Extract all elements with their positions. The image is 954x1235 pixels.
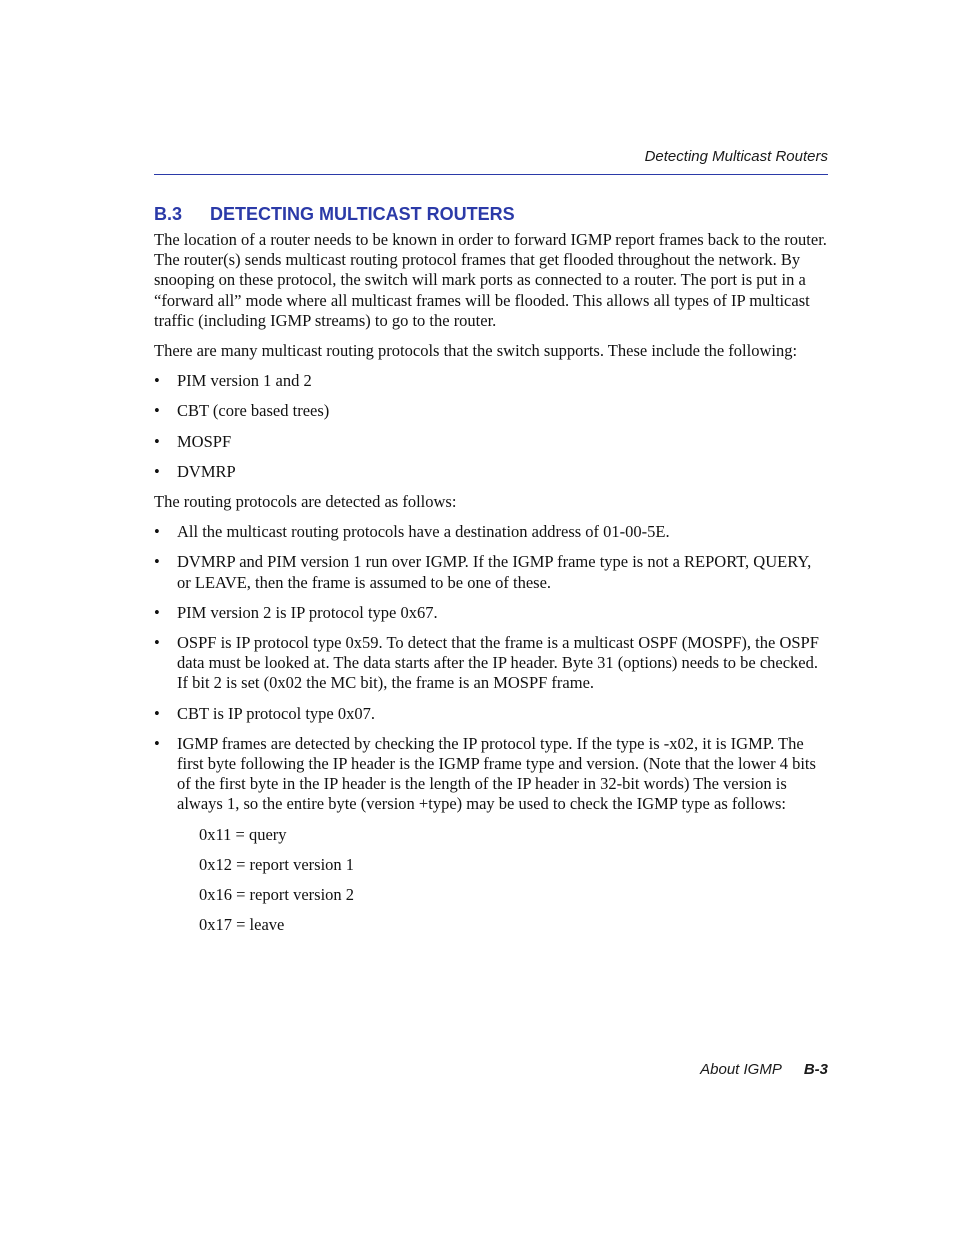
list-item: • DVMRP [154,461,236,481]
body-content [154,230,828,945]
bullet-icon: • [154,633,160,653]
bullet-icon: • [154,733,160,753]
detection-intro-paragraph: The routing protocols are detected as follows: [154,492,457,512]
igmp-type-item: 0x17 = leave [199,915,285,935]
protocols-intro-paragraph: There are many multicast routing protocols that the switch supports. These include the following: [154,341,798,361]
page-footer [154,1061,828,1078]
igmp-type-item: 0x11 = query [199,824,287,844]
bullet-icon: • [154,703,160,723]
section-number: B.3 [154,204,183,224]
list-item: • PIM version 1 and 2 [154,371,312,391]
list-item: • CBT (core based trees) [154,401,330,421]
running-header: Detecting Multicast Routers [644,148,828,165]
list-item: • DVMRP and PIM version 1 run over IGMP. If the IGMP frame type is not a REPORT, QUERY, or LEAVE, then the frame is assumed to be one of these. [154,552,812,592]
section-title: DETECTING MULTICAST ROUTERS [210,204,515,224]
igmp-type-list [154,825,828,936]
section-heading [154,204,828,225]
header-rule [154,174,828,175]
list-item: • PIM version 2 is IP protocol type 0x67. [154,602,438,622]
bullet-icon: • [154,371,160,391]
list-item: • OSPF is IP protocol type 0x59. To detect that the frame is a multicast OSPF (MOSPF), the OSPF data must be looked at. The data starts after the IP header. Byte 31 (options) needs to be checked. If bit 2 is set (0x02 the MC bit), the frame is an MOSPF frame. [154,633,819,693]
igmp-type-item: 0x16 = report version 2 [199,885,355,905]
list-item: • IGMP frames are detected by checking the IP protocol type. If the type is -x02, it is IGMP. The first byte following the IP header is the IGMP frame type and version. (Note that the lower 4 bits of the first byte in the IP header is the length of the IP header in 32-bit words) The version is always 1, so the entire byte (version +type) may be used to check the IGMP type as follows: [154,733,816,814]
page-number: B-3 [803,1061,828,1078]
igmp-type-item: 0x12 = report version 1 [199,854,355,874]
list-item: • CBT is IP protocol type 0x07. [154,703,375,723]
bullet-icon: • [154,431,160,451]
footer-title: About IGMP [700,1061,782,1078]
list-item: • MOSPF [154,431,232,451]
bullet-icon: • [154,401,160,421]
bullet-icon: • [154,461,160,481]
list-item: • All the multicast routing protocols have a destination address of 01-00-5E. [154,522,670,542]
bullet-icon: • [154,602,160,622]
bullet-icon: • [154,522,160,542]
detection-list [154,522,828,814]
protocol-list [154,371,828,482]
intro-paragraph: The location of a router needs to be known in order to forward IGMP report frames back to the router. The router(s) sends multicast routing protocol frames that get flooded throughout the network. By snooping on these protocol, the switch will mark ports as connected to a router. The port is put in a “forward all” mode where all multicast frames will be flooded. This allows all types of IP multicast traffic (including IGMP streams) to go to the router. [154,230,827,330]
bullet-icon: • [154,552,160,572]
